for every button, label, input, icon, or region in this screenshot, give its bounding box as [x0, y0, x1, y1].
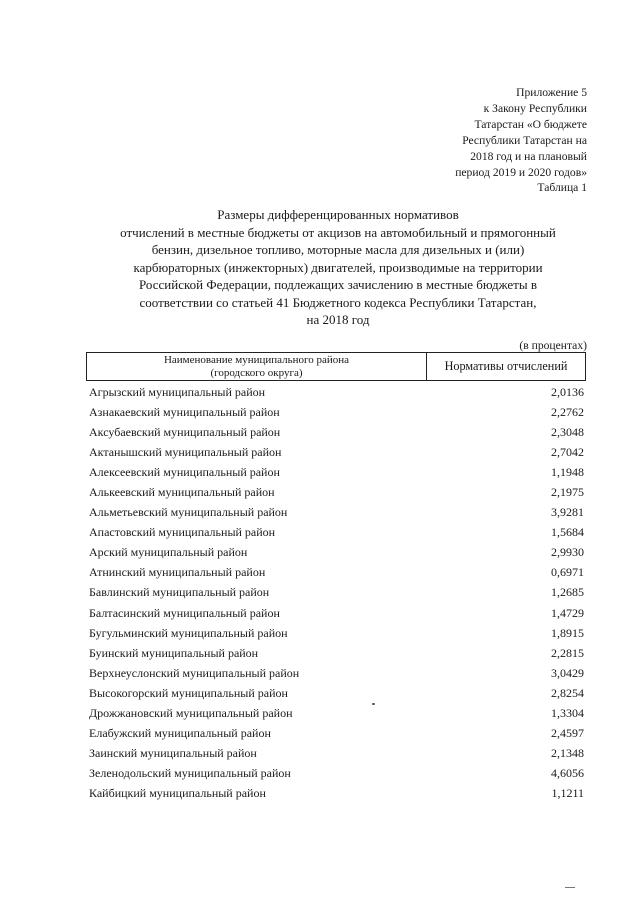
district-name: Буинский муниципальный район	[89, 645, 259, 660]
header-name-line: (городского округа)	[210, 366, 303, 379]
norm-value: 2,3048	[551, 424, 584, 439]
table-row	[86, 462, 586, 482]
table-row	[86, 402, 586, 422]
appendix-reference	[455, 85, 587, 181]
appendix-line: Татарстан «О бюджете	[474, 118, 587, 131]
district-name: Альметьевский муниципальный район	[89, 505, 288, 520]
table-row	[86, 503, 586, 523]
table-row	[86, 422, 586, 442]
norm-value: 2,1348	[551, 746, 584, 761]
norm-value: 1,3304	[551, 706, 584, 721]
appendix-line: 2018 год и на плановый	[470, 150, 587, 163]
district-name: Апастовский муниципальный район	[89, 525, 276, 540]
district-name: Бавлинский муниципальный район	[89, 585, 270, 600]
heading-line: на 2018 год	[306, 312, 370, 327]
norm-value: 2,8254	[551, 685, 584, 700]
table-header	[86, 352, 586, 381]
district-name: Атнинский муниципальный район	[89, 565, 266, 580]
header-norm-cell: Нормативы отчислений	[444, 359, 568, 373]
table-row	[86, 603, 586, 623]
document-heading	[78, 206, 598, 329]
header-name-line: Наименование муниципального района	[163, 354, 350, 366]
district-name: Актанышский муниципальный район	[89, 444, 282, 459]
norm-value: 1,2685	[551, 585, 584, 600]
header-name-cell	[87, 353, 427, 380]
norm-value: 0,6971	[551, 565, 584, 580]
district-name: Кайбицкий муниципальный район	[89, 786, 266, 801]
appendix-line: Приложение 5	[516, 86, 587, 99]
table-body	[86, 382, 586, 804]
units-note: (в процентах)	[519, 339, 587, 352]
district-name: Аксубаевский муниципальный район	[89, 424, 281, 439]
district-name: Арский муниципальный район	[89, 545, 248, 560]
table-row	[86, 543, 586, 563]
norm-value: 1,5684	[551, 525, 584, 540]
table-row	[86, 623, 586, 643]
norm-value: 2,9930	[551, 545, 584, 560]
norm-value: 2,0136	[551, 384, 584, 399]
district-name: Азнакаевский муниципальный район	[89, 404, 280, 419]
district-name: Высокогорский муниципальный район	[89, 685, 288, 700]
district-name: Дрожжановский муниципальный район	[89, 706, 293, 721]
heading-line: Размеры дифференцированных нормативов	[217, 207, 459, 222]
table-row	[86, 523, 586, 543]
norm-value: 3,0429	[551, 665, 584, 680]
appendix-line: Республики Татарстан на	[462, 134, 587, 147]
district-name: Верхнеуслонский муниципальный район	[89, 665, 300, 680]
heading-line: карбюраторных (инжекторных) двигателей, производимые на территории	[133, 259, 543, 275]
table-row	[86, 784, 586, 804]
table-row	[86, 764, 586, 784]
norm-value: 2,2762	[551, 404, 584, 419]
table-row	[86, 583, 586, 603]
district-name: Алькеевский муниципальный район	[89, 485, 275, 500]
norm-value: 1,4729	[551, 605, 584, 620]
appendix-line: период 2019 и 2020 годов»	[455, 166, 587, 179]
table-row	[86, 442, 586, 462]
heading-line: отчислений в местные бюджеты от акцизов на автомобильный и прямогонный	[120, 224, 556, 240]
table-row	[86, 382, 586, 402]
district-name: Алексеевский муниципальный район	[89, 464, 280, 479]
heading-line: Российской Федерации, подлежащих зачислению в местные бюджеты в	[139, 277, 537, 292]
heading-line: бензин, дизельное топливо, моторные масла для дизельных и (или)	[151, 242, 525, 257]
table-number: Таблица 1	[537, 181, 587, 194]
district-name: Заинский муниципальный район	[89, 746, 257, 761]
table-row	[86, 663, 586, 683]
district-name: Елабужский муниципальный район	[89, 726, 271, 741]
norm-value: 3,9281	[551, 505, 584, 520]
norm-value: 2,1975	[551, 485, 584, 500]
district-name: Бугульминский муниципальный район	[89, 625, 288, 640]
scan-edge-mark	[565, 887, 575, 888]
table-row	[86, 482, 586, 502]
norm-value: 2,4597	[551, 726, 584, 741]
district-name: Балтасинский муниципальный район	[89, 605, 280, 620]
table-row	[86, 683, 586, 703]
appendix-line: к Закону Республики	[483, 102, 587, 115]
norm-value: 1,1211	[551, 786, 584, 801]
table-row	[86, 563, 586, 583]
norm-value: 2,7042	[551, 444, 584, 459]
table-row	[86, 643, 586, 663]
norm-value: 1,8915	[551, 625, 584, 640]
norm-value: 1,1948	[551, 464, 584, 479]
table-row	[86, 704, 586, 724]
table-row	[86, 744, 586, 764]
district-name: Агрызский муниципальный район	[89, 384, 266, 399]
heading-line: соответствии со статьей 41 Бюджетного кодекса Республики Татарстан,	[139, 294, 537, 310]
norm-value: 4,6056	[551, 766, 584, 781]
table-row	[86, 724, 586, 744]
norm-value: 2,2815	[551, 645, 584, 660]
district-name: Зеленодольский муниципальный район	[89, 766, 291, 781]
scan-speck	[372, 703, 375, 705]
